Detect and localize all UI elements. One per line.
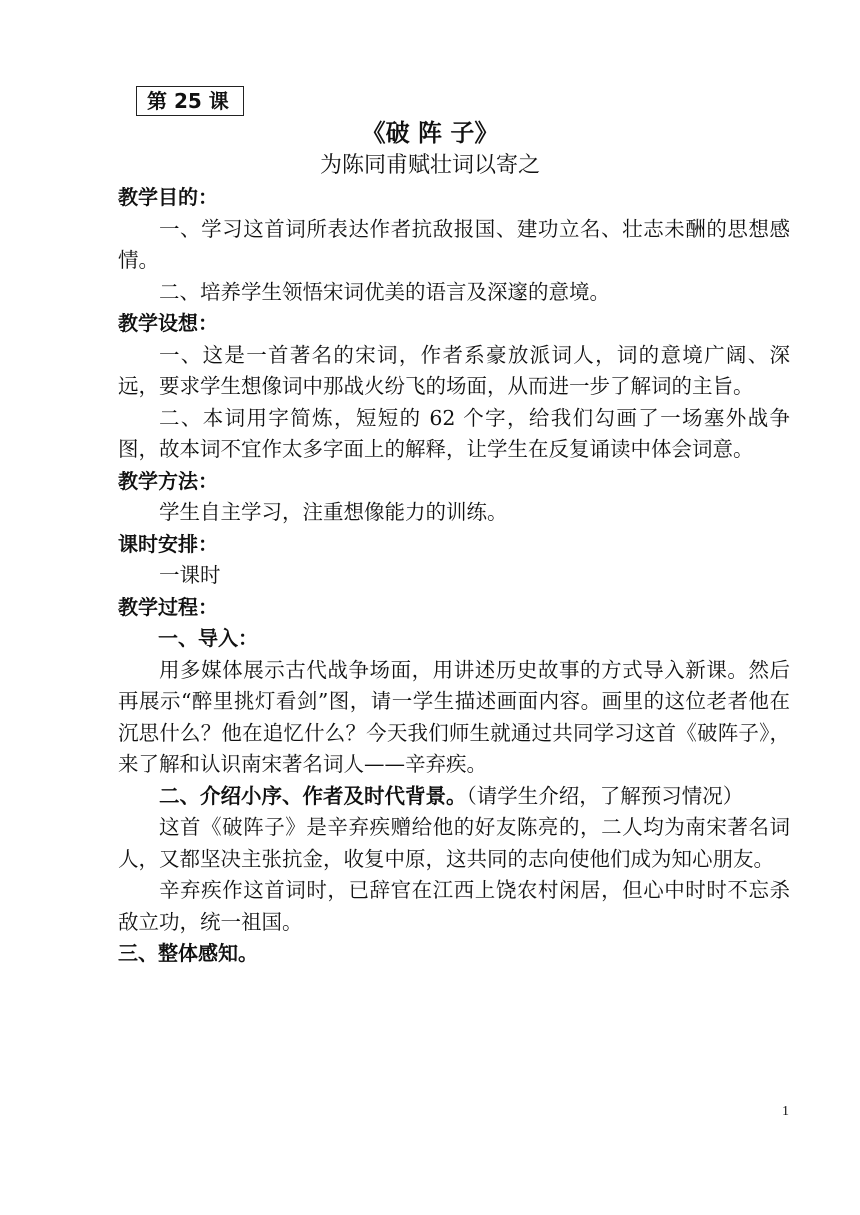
section-2-line [118,781,790,813]
objectives-paragraph-1: 一、学习这首词所表达作者抗敌报国、建功立名、壮志未酬的思想感情。 [118,216,790,272]
section-3-heading: 三、整体感知。 [118,941,258,965]
section-2-note: （请学生介绍，了解预习情况） [466,783,744,808]
design-paragraph-1: 一、这是一首著名的宋词，作者系豪放派词人，词的意境广阔、深远，要求学生想像词中那战火纷飞的场面，从而进一步了解词的主旨。 [118,342,790,398]
schedule-paragraph: 一课时 [159,563,221,587]
process-heading: 教学过程： [118,594,218,619]
poem-subtitle: 为陈同甫赋壮词以寄之 [319,153,540,178]
poem-title: 《破 阵 子》 [361,119,499,147]
section-2-heading: 二、介绍小序、作者及时代背景。 [159,783,467,808]
lesson-body [118,182,790,970]
section-2-paragraph-2: 辛弃疾作这首词时，已辞官在江西上饶农村闲居，但心中时时不忘杀敌立功，统一祖国。 [118,878,790,934]
intro-paragraph: 用多媒体展示古代战争场面，用讲述历史故事的方式导入新课。然后再展示“醉里挑灯看剑”图，请一学生描述画面内容。画里的这位老者他在沉思什么？他在追忆什么？今天我们师生就通过共同学习这首《破阵子》，来了解和认识南宋著名词人——辛弃疾。 [118,657,790,776]
lesson-number-box: 第 25 课 [136,86,244,116]
section-2-paragraph-1: 这首《破阵子》是辛弃疾赠给他的好友陈亮的，二人均为南宋著名词人，又都坚决主张抗金，收复中原，这共同的志向使他们成为知心朋友。 [118,815,790,871]
intro-heading: 一、导入： [158,626,258,650]
design-heading: 教学设想： [118,311,218,335]
method-heading: 教学方法： [118,468,218,493]
schedule-heading: 课时安排： [118,531,218,556]
objectives-paragraph-2: 二、培养学生领悟宋词优美的语言及深邃的意境。 [159,279,610,304]
objectives-heading: 教学目的： [118,185,218,209]
page-number: 1 [782,1104,789,1119]
method-paragraph: 学生自主学习，注重想像能力的训练。 [159,500,508,524]
design-paragraph-2: 二、本词用字简炼，短短的 62 个字，给我们勾画了一场塞外战争图，故本词不宜作太多字面上的解释，让学生在反复诵读中体会词意。 [118,405,790,461]
